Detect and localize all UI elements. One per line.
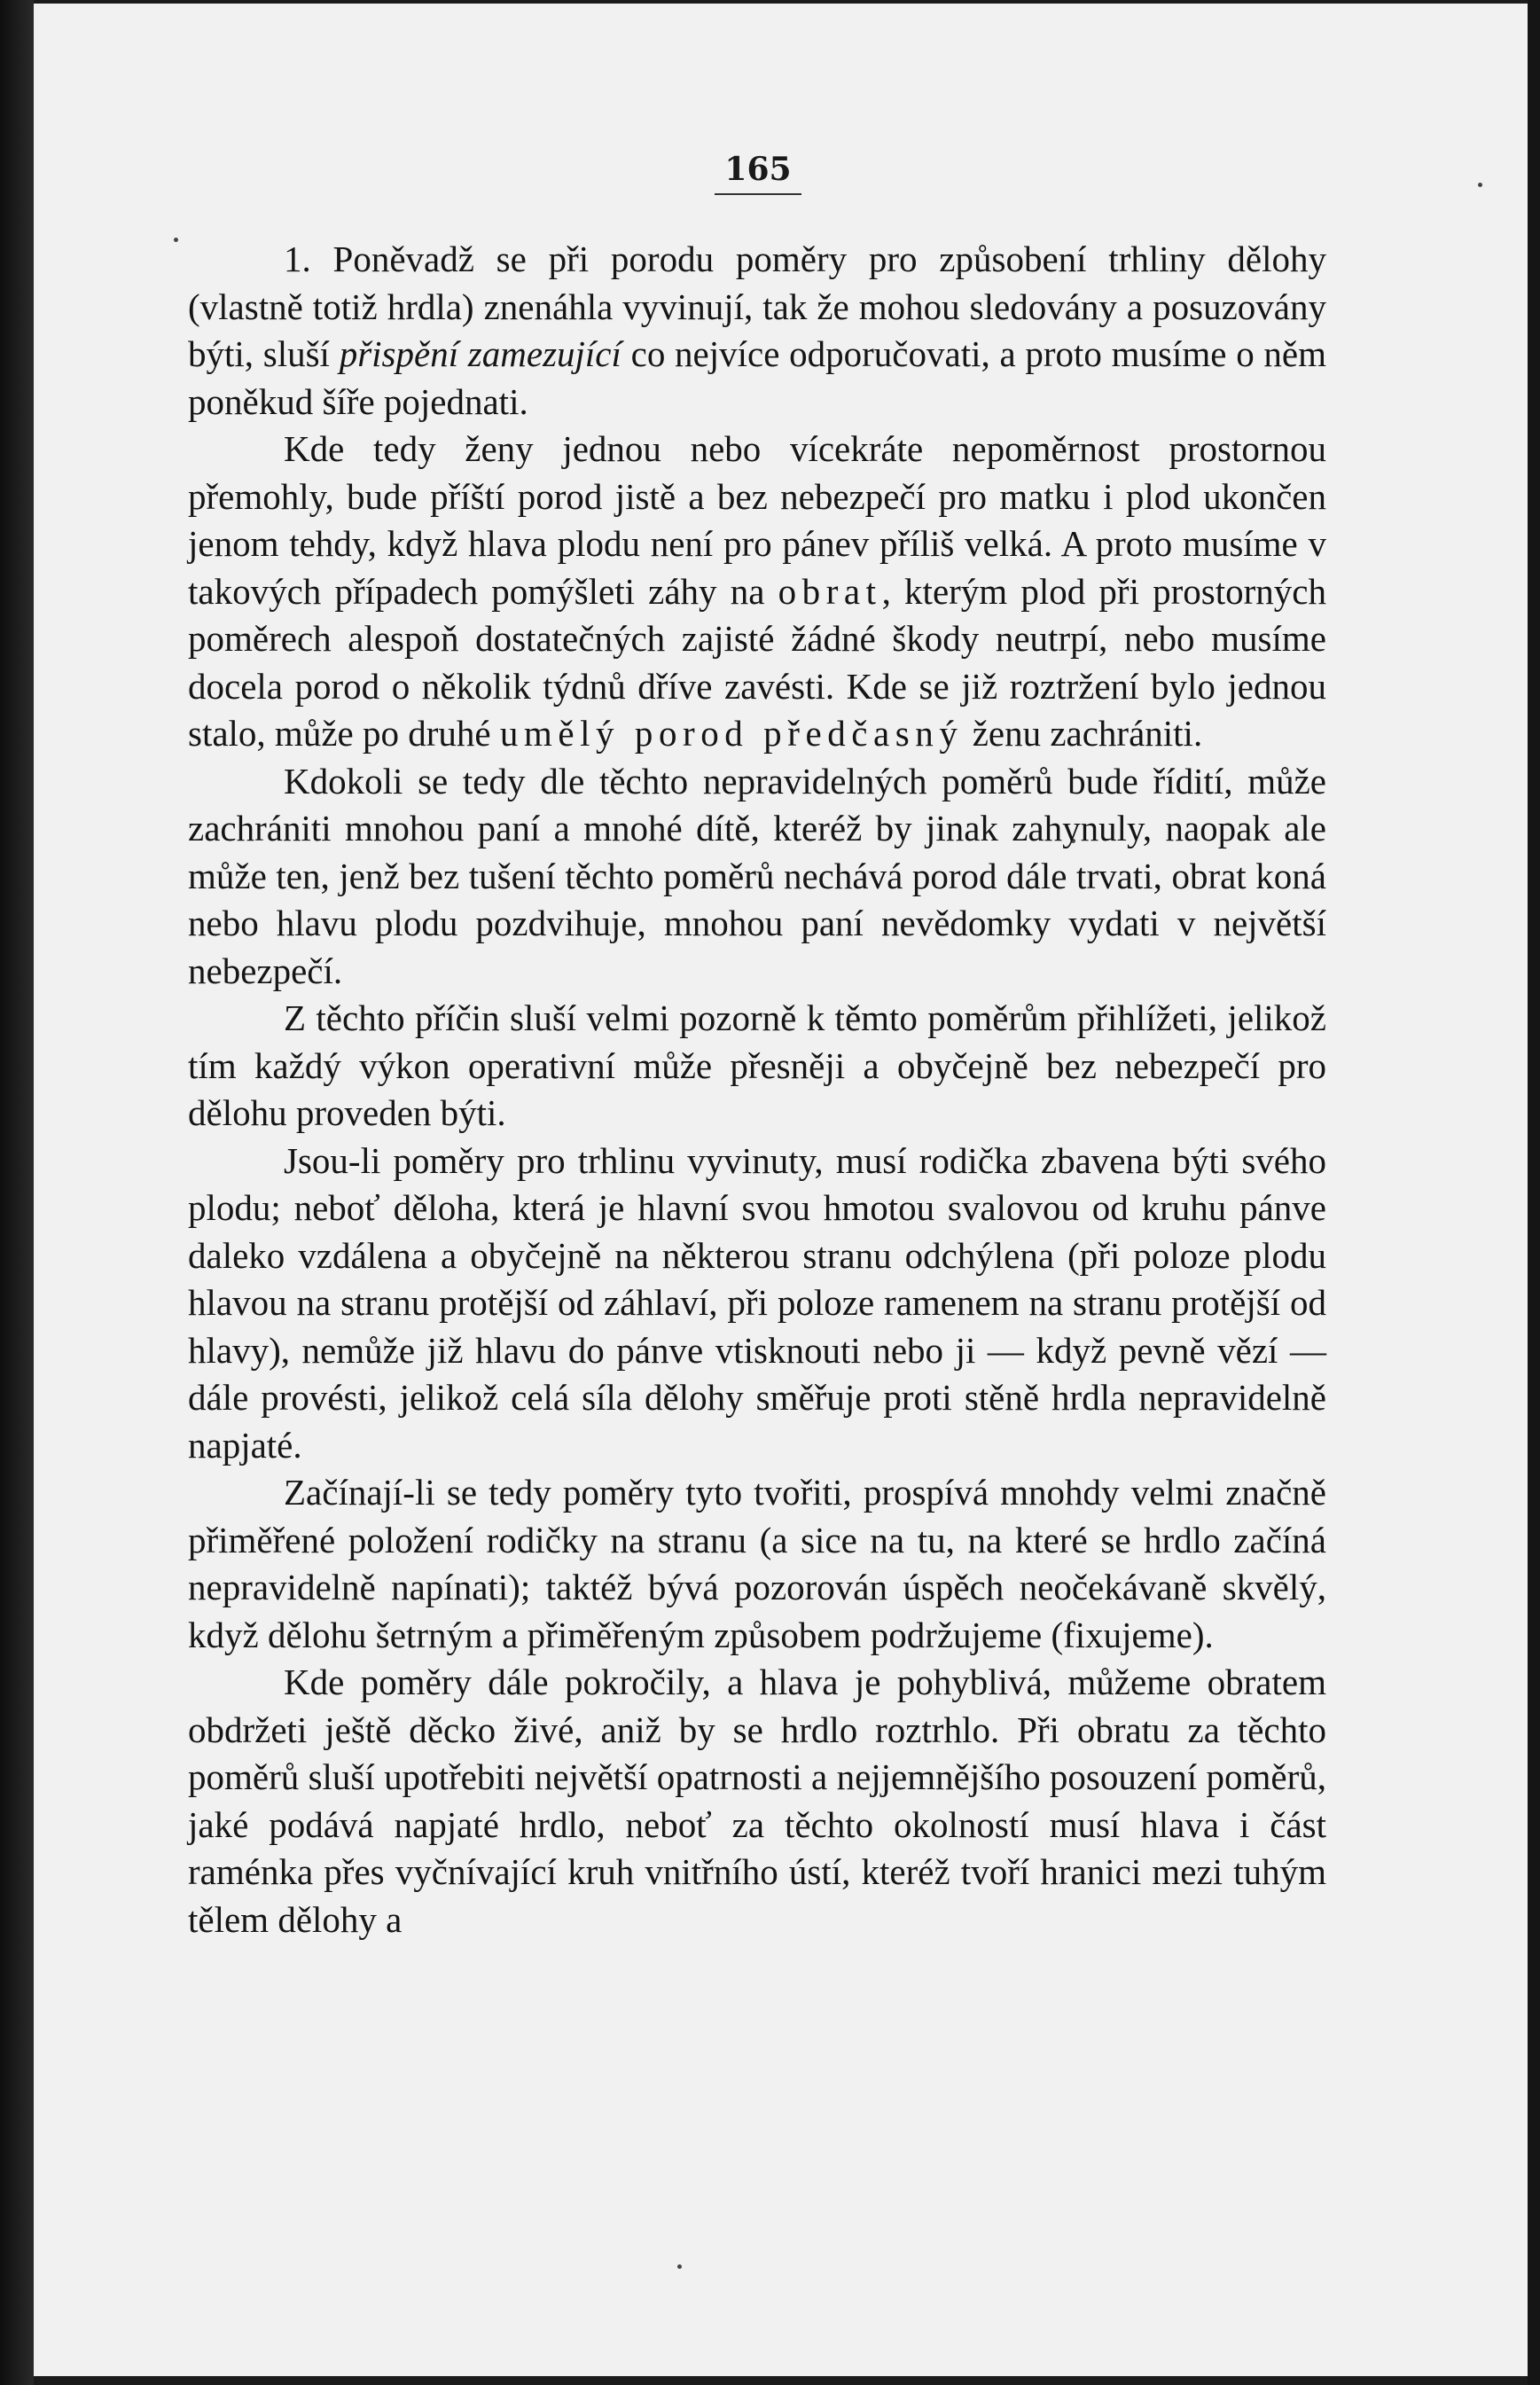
- text-run: Začínají-li se tedy poměry tyto tvořiti, prospívá mnohdy velmi značně přiměřené položení rodičky na stranu (a sice na tu, na které se hrdlo začíná nepravidelně napínati); taktéž bývá pozorován úspěch neočekávaně skvělý, když dělohu šetrným a přiměřeným způsobem podržujeme (fixujeme).: [188, 1472, 1326, 1655]
- text-run: Jsou-li poměry pro trhlinu vyvinuty, musí rodička zbavena býti svého plodu; neboť děloha, která je hlavní svou hmotou svalovou od kruhu pánve daleko vzdálena a obyčejně na některou stranu odchýlena (při poloze plodu hlavou na stranu protější od záhlaví, při poloze ramenem na stranu protější od hlavy), nemůže již hlavu do pánve vtisknouti nebo ji — když pevně vězí — dále provésti, jelikož celá síla dělohy směřuje proti stěně hrdla nepravidelně napjaté.: [188, 1139, 1326, 1466]
- text-run-spaced: umělý porod předčasný: [499, 713, 964, 754]
- speck: [677, 2264, 682, 2269]
- page-edge-shadow: [1528, 0, 1540, 2385]
- page-number: 165: [724, 151, 792, 188]
- paragraph: [188, 1138, 1326, 1470]
- text-run: Kdokoli se tedy dle těchto nepravidelných poměrů bude řídití, může zachrániti mnohou paní a mnohé dítě, kteréž by jinak zahynuly, naopak ale může ten, jenž bez tušení těchto poměrů nechává porod dále trvati, obrat koná nebo hlavu plodu pozdvihuje, mnohou paní nevědomky vydati v největší nebezpečí.: [188, 760, 1326, 991]
- body-text: [188, 236, 1326, 1943]
- speck: [1478, 183, 1482, 187]
- text-run: ženu zachrániti.: [963, 713, 1203, 754]
- text-run: Kde tedy ženy jednou nebo vícekráte nepoměrnost prostornou přemohly, bude příští porod jistě a bez nebezpečí pro matku i plod ukončen jenom tehdy, když hlava plodu není pro pánev příliš velká. A proto musíme v takových případech pomýšleti záhy na: [188, 428, 1326, 612]
- paragraph: [188, 236, 1326, 426]
- paragraph: [188, 1469, 1326, 1659]
- paragraph: [188, 995, 1326, 1138]
- paragraph: [188, 1659, 1326, 1943]
- paragraph: [188, 426, 1326, 758]
- speck: [174, 238, 178, 242]
- text-run: , kterým plod při prostorných poměrech alespoň dostatečných zajisté žádné škody neutrpí, nebo musíme docela porod o několik týdnů dříve zavésti. Kde se již roztržení bylo jednou stalo, může po druhé: [188, 570, 1326, 754]
- page-number-underline: [715, 193, 801, 195]
- text-run: Z těchto příčin sluší velmi pozorně k těmto poměrům přihlížeti, jelikož tím každý výkon operativní může přesněji a obyčejně bez nebezpečí pro dělohu proveden býti.: [188, 997, 1326, 1133]
- text-run-italic: přispění zamezující: [339, 333, 621, 374]
- text-run: co nejvíce odporučovati, a proto musíme o něm poněkud šíře pojednati.: [188, 333, 1327, 422]
- text-run-spaced: obrat: [778, 570, 882, 612]
- text-run: Kde poměry dále pokročily, a hlava je pohyblivá, můžeme obratem obdržeti ještě děcko živé, aniž by se hrdlo roztrhlo. Při obratu za těchto poměrů sluší upotřebiti největší opatrnosti a nejjemnějšího posouzení poměrů, jaké podává napjaté hrdlo, neboť za těchto okolností musí hlava i část raménka přes vyčnívající kruh vnitřního ústí, kteréž tvoří hranici mezi tuhým tělem dělohy a: [188, 1662, 1326, 1940]
- book-spine-shadow: [0, 0, 34, 2385]
- text-run: 1. Poněvadž se při porodu poměry pro způsobení trhliny dělohy (vlastně totiž hrdla) znenáhla vyvinují, tak že mohou sledovány a posuzovány býti, sluší: [188, 238, 1326, 374]
- paragraph: [188, 758, 1326, 996]
